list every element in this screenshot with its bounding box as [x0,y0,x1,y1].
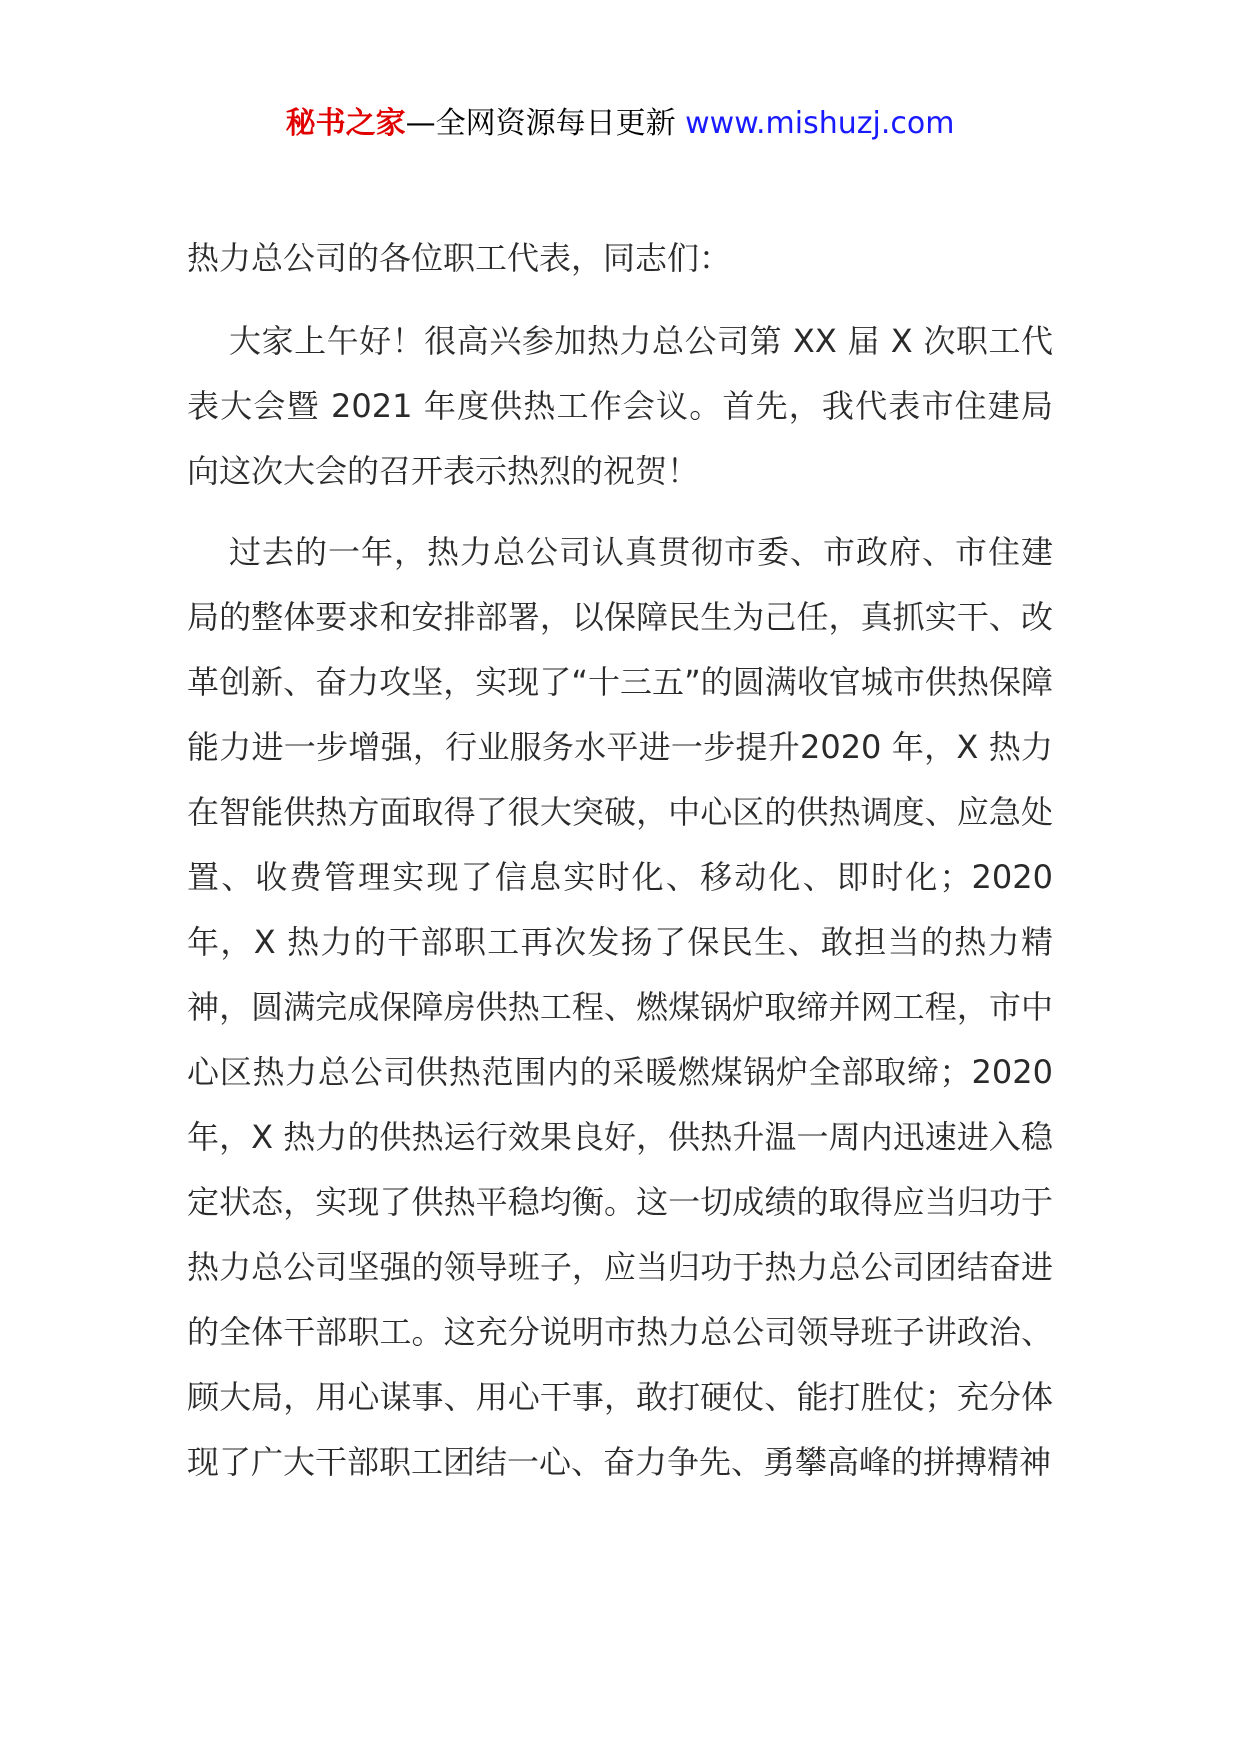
paragraph-greeting: 大家上午好！很高兴参加热力总公司第 XX 届 X 次职工代表大会暨 2021 年度供热工作会议。首先，我代表市住建局向这次大会的召开表示热烈的祝贺！ [187,322,1053,490]
site-url-link[interactable]: www.mishuzj.com [685,106,955,141]
paragraph-review: 过去的一年，热力总公司认真贯彻市委、市政府、市住建局的整体要求和安排部署，以保障民生为己任，真抓实干、改革创新、奋力攻坚，实现了“十三五”的圆满收官城市供热保障能力进一步增强，行业服务水平进一步提升2020 年，X 热力在智能供热方面取得了很大突破，中心区的供热调度、应急处置、收费管理实现了信息实时化、移动化、即时化；2020 年，X 热力的干部职工再次发扬了保民生、敢担当的热力精神，圆满完成保障房供热工程、燃煤锅炉取缔并网工程，市中心区热力总公司供热范围内的采暖燃煤锅炉全部取缔；2020 年，X 热力的供热运行效果良好，供热升温一周内迅速进入稳定状态，实现了供热平稳均衡。这一切成绩的取得应当归功于热力总公司坚强的领导班子，应当归功于热力总公司团结奋进的全体干部职工。这充分说明市热力总公司领导班子讲政治、顾大局，用心谋事、用心干事，敢打硬仗、能打胜仗；充分体现了广大干部职工团结一心、奋力争先、勇攀高峰的拼搏精神 [187,533,1053,1481]
page-header [0,100,1240,148]
salutation: 热力总公司的各位职工代表，同志们： [187,239,732,277]
header-tagline: —全网资源每日更新 [405,106,686,141]
brand-name: 秘书之家 [285,106,406,141]
document-body [187,226,1053,1511]
